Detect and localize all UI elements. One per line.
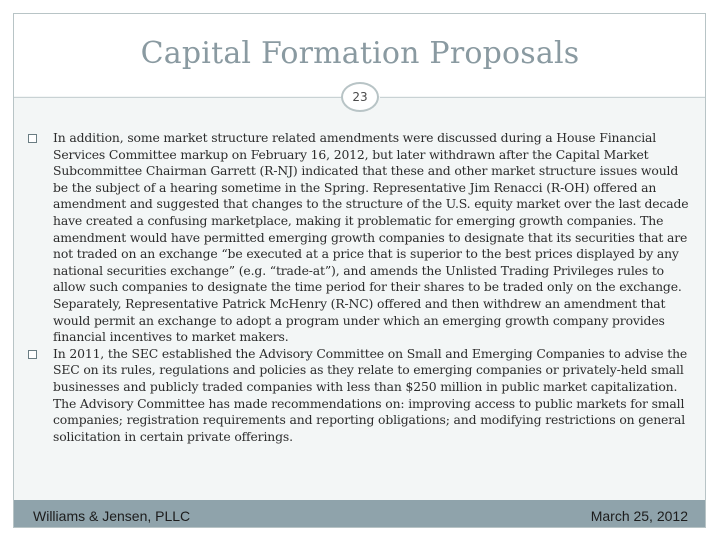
- square-bullet-icon: [28, 350, 37, 359]
- square-bullet-icon: [28, 134, 37, 143]
- bullet-item: [26, 346, 690, 446]
- page-number-badge: [341, 82, 379, 112]
- bullet-text: In addition, some market structure related amendments were discussed during a House Financial Services Committee markup on February 16, 2012, but later withdrawn after the Capital Market Subcommittee Chairman Garrett (R-NJ) indicated that these and other market structure issues would be the subject of a hearing sometime in the Spring. Representative Jim Renacci (R-OH) offered an amendment and suggested that changes to the structure of the U.S. equity market over the last decade have created a confusing marketplace, making it problematic for emerging growth companies. The amendment would have permitted emerging growth companies to designate that its securities that are not traded on an exchange “be executed at a price that is superior to the best prices displayed by any national securities exchange” (e.g. “trade-at”), and amends the Unlisted Trading Privileges rules to allow such companies to designate the time period for their shares to be traded only on the exchange. Separately, Representative Patrick McHenry (R-NC) offered and then withdrew an amendment that would permit an exchange to adopt a program under which an emerging growth company provides financial incentives to market makers.: [53, 130, 689, 345]
- slide-title: Capital Formation Proposals: [140, 36, 580, 71]
- title-divider-right: [380, 97, 705, 98]
- page-number: 23: [352, 90, 368, 104]
- bullet-text: In 2011, the SEC established the Advisory Committee on Small and Emerging Companies to advise the SEC on its rules, regulations and policies as they relate to emerging companies or privately-held small businesses and publicly traded companies with less than $250 million in public market capitalization. The Advisory Committee has made recommendations on: improving access to public markets for small companies; registration requirements and reporting obligations; and modifying restrictions on general solicitation in certain private offerings.: [53, 345, 688, 444]
- footer-date: March 25, 2012: [590, 508, 688, 524]
- footer-firm-name: Williams & Jensen, PLLC: [33, 508, 191, 524]
- slide-content: [26, 130, 690, 445]
- bullet-item: [26, 130, 690, 346]
- title-divider-left: [14, 97, 342, 98]
